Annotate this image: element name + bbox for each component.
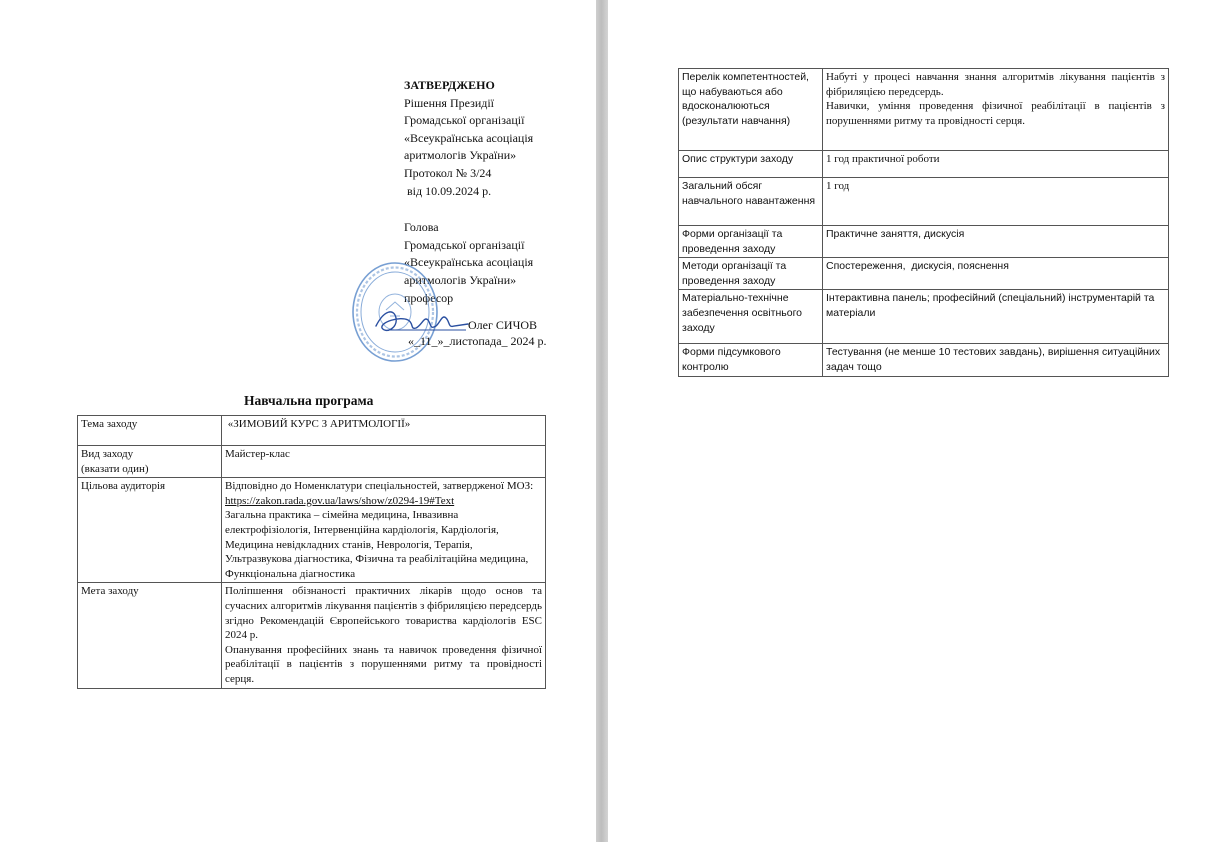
nomenclature-link[interactable]: https://zakon.rada.gov.ua/laws/show/z0294-19#Text — [225, 494, 455, 507]
table-row — [679, 178, 1169, 226]
competence-knowledge: Набуті у процесі навчання знання алгоритмів лікування пацієнтів з фібриляцією передсердь. — [826, 71, 1165, 98]
row-label: Форми підсумкового контролю — [679, 344, 823, 376]
table-row — [78, 446, 546, 478]
table-row — [679, 290, 1169, 344]
row-label: Тема заходу — [78, 416, 222, 446]
row-label: Цільова аудиторія — [78, 478, 222, 583]
approval-line: аритмологів України» — [404, 148, 517, 163]
program-title: Навчальна програма — [244, 393, 374, 408]
row-value — [222, 478, 546, 583]
row-label: Вид заходу (вказати один) — [78, 446, 222, 478]
goal-text: Поліпшення обізнаності практичних лікарів щодо основ та сучасних алгоритмів лікування пацієнтів з фібриляцією передсердь згідно Рекомендацій Європейського товариства кардіологів ESC 2024 р. — [225, 585, 542, 642]
audience-intro: Відповідно до Номенклатури спеціальностей, затвердженої МОЗ: — [225, 480, 534, 493]
row-value: Майстер-клас — [222, 446, 546, 478]
table-row — [78, 478, 546, 583]
approval-line: Рішення Президії — [404, 95, 495, 110]
goal-text: Опанування професійних знань та навичок проведення фізичної реабілітації в пацієнтів з порушеннями ритму та провідності серця. — [225, 643, 542, 685]
row-value: Інтерактивна панель; професійний (спеціальний) інструментарій та матеріали — [823, 290, 1169, 344]
page-left — [0, 0, 596, 842]
head-line: «Всеукраїнська асоціація — [404, 255, 534, 270]
row-label: Мета заходу — [78, 583, 222, 688]
row-label: Перелік компетентностей, що набуваються або вдосконалюються (результати навчання) — [679, 69, 823, 151]
page-gutter — [596, 0, 608, 842]
table-row — [679, 226, 1169, 258]
approval-line: «Всеукраїнська асоціація — [404, 130, 534, 145]
row-label: Матеріально-технічне забезпечення освітнього заходу — [679, 290, 823, 344]
competence-skills: Навички, уміння проведення фізичної реабілітації в пацієнтів з порушеннями ритму та провідності серця. — [826, 100, 1165, 127]
page-right — [608, 0, 1205, 842]
protocol-date: від 10.09.2024 р. — [404, 183, 492, 198]
table-row — [679, 344, 1169, 376]
row-label: Загальний обсяг навчального навантаження — [679, 178, 823, 226]
approval-line: Громадської організації — [404, 113, 525, 128]
signer-name: Олег СИЧОВ — [468, 318, 538, 332]
table-row — [679, 258, 1169, 290]
row-value: 1 год — [823, 178, 1169, 226]
row-label: Форми організації та проведення заходу — [679, 226, 823, 258]
table-row — [679, 69, 1169, 151]
row-value: Тестування (не менше 10 тестових завдань), вирішення ситуаційних задач тощо — [823, 344, 1169, 376]
audience-list: Загальна практика – сімейна медицина, Інвазивна електрофізіологія, Інтервенційна кардіологія, Кардіологія, Медицина невідкладних станів, Неврологія, Терапія, Ультразвукова діагностика, Фізична та реабілітаційна медицина, Функціональна діагностика — [225, 509, 529, 580]
head-line: Голова — [404, 220, 439, 235]
head-line: аритмологів України» — [404, 272, 517, 287]
signature-date: «_11_»_листопада_ 2024 р. — [408, 334, 547, 348]
table-row — [78, 416, 546, 446]
row-value: Спостереження, дискусія, пояснення — [823, 258, 1169, 290]
program-table-continued — [678, 68, 1169, 377]
row-value: Практичне заняття, дискусія — [823, 226, 1169, 258]
row-value — [823, 69, 1169, 151]
approval-heading: ЗАТВЕРДЖЕНО — [404, 78, 495, 92]
head-title: професор — [404, 290, 454, 305]
row-value — [222, 583, 546, 688]
head-line: Громадської організації — [404, 237, 525, 252]
program-table — [77, 415, 546, 689]
row-value: 1 год практичної роботи — [823, 151, 1169, 178]
table-row — [78, 583, 546, 688]
row-label: Методи організації та проведення заходу — [679, 258, 823, 290]
row-value: «ЗИМОВИЙ КУРС З АРИТМОЛОГІЇ» — [222, 416, 546, 446]
protocol-number: Протокол № 3/24 — [404, 165, 492, 180]
row-label: Опис структури заходу — [679, 151, 823, 178]
table-row — [679, 151, 1169, 178]
